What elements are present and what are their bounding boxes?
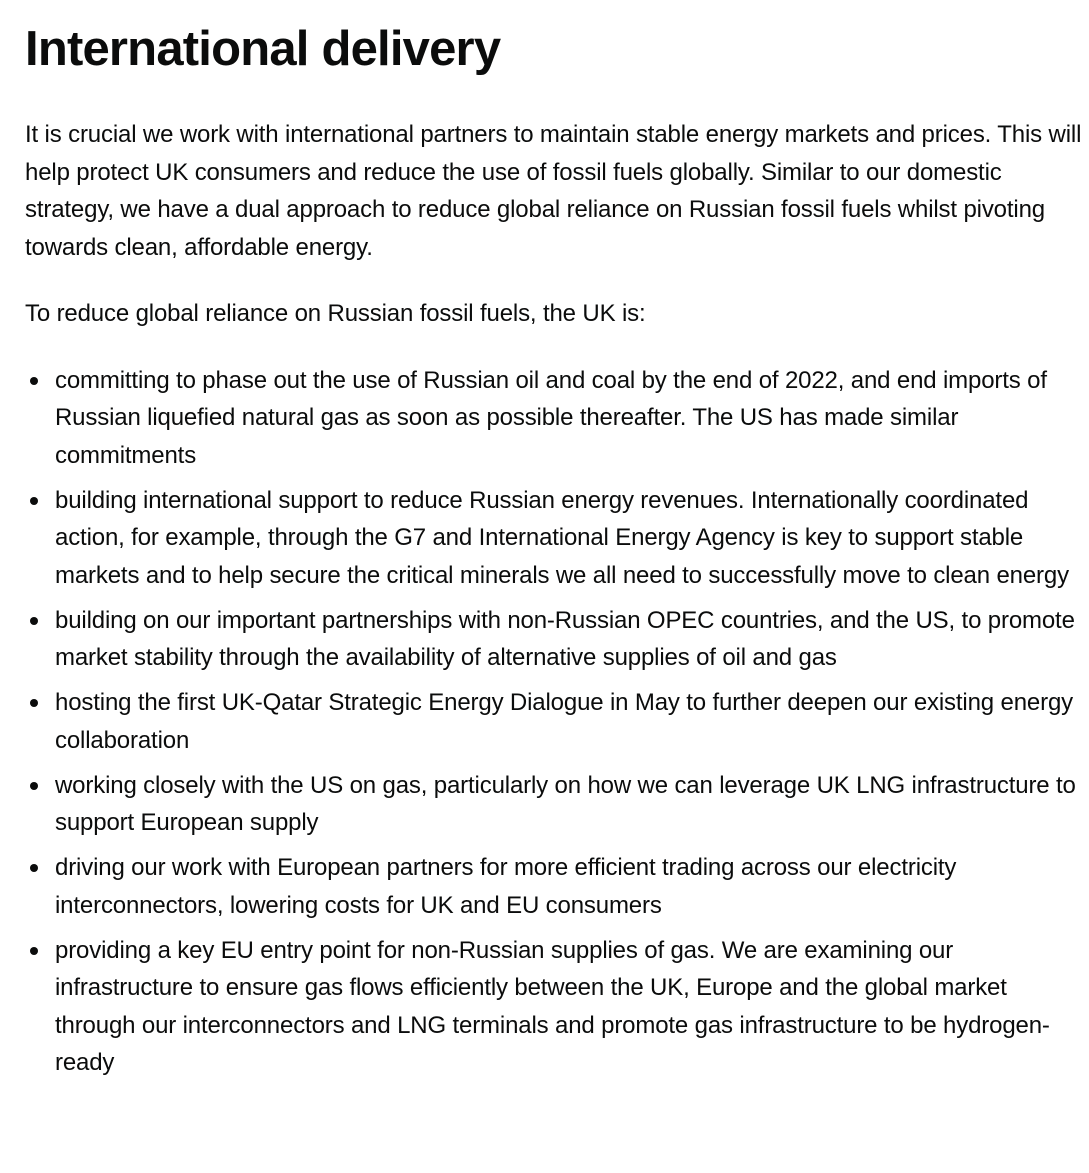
- list-intro-paragraph: To reduce global reliance on Russian fossil fuels, the UK is:: [25, 300, 646, 327]
- list-item: driving our work with European partners for more efficient trading across our electricity interconnectors, lowering costs for UK and EU consumers: [55, 849, 1083, 924]
- list-item: building international support to reduce Russian energy revenues. Internationally coordinated action, for example, through the G7 and International Energy Agency is key to support stable markets and to help secure the critical minerals we all need to successfully move to clean energy: [55, 482, 1083, 595]
- list-item: committing to phase out the use of Russian oil and coal by the end of 2022, and end imports of Russian liquefied natural gas as soon as possible thereafter. The US has made similar commitments: [55, 362, 1083, 475]
- list-item: building on our important partnerships with non-Russian OPEC countries, and the US, to promote market stability through the availability of alternative supplies of oil and gas: [55, 602, 1083, 677]
- intro-paragraph: It is crucial we work with international partners to maintain stable energy markets and prices. This will help protect UK consumers and reduce the use of fossil fuels globally. Similar to our domestic strategy, we have a dual approach to reduce global reliance on Russian fossil fuels whilst pivoting towards clean, affordable energy.: [25, 121, 1082, 261]
- page-title: International delivery: [25, 22, 501, 76]
- list-item: providing a key EU entry point for non-Russian supplies of gas. We are examining our infrastructure to ensure gas flows efficiently between the UK, Europe and the global market through our interconnectors and LNG terminals and promote gas infrastructure to be hydrogen-ready: [55, 932, 1083, 1082]
- list-item: hosting the first UK-Qatar Strategic Energy Dialogue in May to further deepen our existing energy collaboration: [55, 684, 1083, 759]
- actions-list: [25, 362, 1083, 1082]
- list-item: working closely with the US on gas, particularly on how we can leverage UK LNG infrastructure to support European supply: [55, 767, 1083, 842]
